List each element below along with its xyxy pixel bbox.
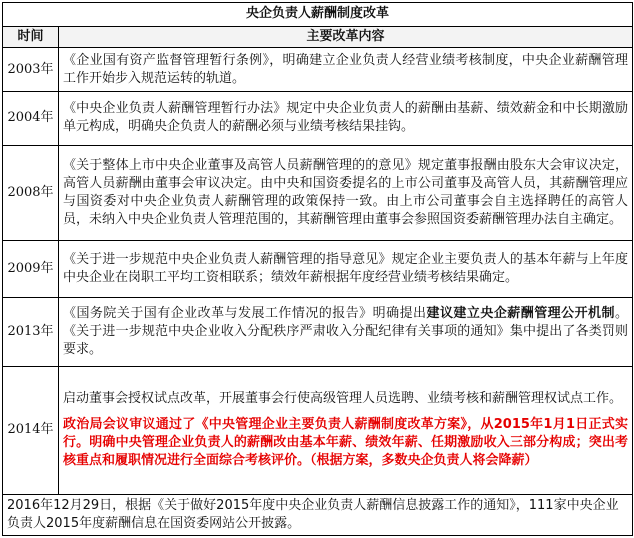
- content-text: 《国务院关于国有企业改革与发展工作情况的报告》明确提出: [63, 305, 427, 321]
- content-text: 。《关于进一步规范中央企业收入分配秩序严肃收入分配纪律有关事项的通知》集中提出了各类罚则要求。: [63, 305, 629, 357]
- footer-cell: 2016年12月29日，根据《关于做好2015年度中央企业负责人薪酬信息披露工作的通知》，111家中央企业负责人2015年度薪酬信息在国资委网站公开披露。: [3, 494, 633, 535]
- table-title-row: [3, 3, 633, 27]
- content-cell: [59, 298, 633, 366]
- content-cell: 《企业国有资产监督管理暂行条例》，明确建立企业负责人经营业绩考核制度，中央企业薪酬管理工作开始步入规范运转的轨道。: [59, 48, 633, 91]
- content-bold-text: 建议建立央企薪酬管理公开机制: [426, 305, 615, 321]
- table-row: [3, 91, 633, 145]
- year-cell: 2003年: [3, 48, 59, 91]
- table-title: 央企负责人薪酬制度改革: [3, 3, 633, 27]
- content-cell: 《关于整体上市中央企业董事及高管人员薪酬管理的的意见》规定董事报酬由股东大会审议决定，高管人员薪酬由董事会审议决定。由中央和国资委提名的上市公司董事及高管人员，其薪酬管理应与国资委对中央企业负责人薪酬管理的政策保持一致。由上市公司董事会自主选择聘任的高管人员，未纳入中央企业负责人管理范围的，其薪酬管理由董事会参照国资委薪酬管理办法自主确定。: [59, 145, 633, 240]
- header-row: [3, 26, 633, 48]
- year-cell: 2008年: [3, 145, 59, 240]
- table-row: [3, 366, 633, 494]
- year-cell: 2013年: [3, 298, 59, 366]
- header-time: 时间: [3, 26, 59, 48]
- table-row: [3, 48, 633, 91]
- table-footer-row: [3, 494, 633, 535]
- year-cell: 2004年: [3, 91, 59, 145]
- table-row: [3, 240, 633, 298]
- header-content: 主要改革内容: [59, 26, 633, 48]
- year-cell: 2009年: [3, 240, 59, 298]
- content-cell: [59, 366, 633, 494]
- content-text: 启动董事会授权试点改革，开展董事会行使高级管理人员选聘、业绩考核和薪酬管理权试点工作。: [63, 391, 623, 407]
- highlighted-red-text: 政治局会议审议通过了《中央管理企业主要负责人薪酬制度改革方案》，从2015年1月1日正式实行。明确中央管理企业负责人的薪酬改由基本年薪、绩效年薪、任期激励收入三部分构成；突出考核重点和履职情况进行全面综合考核评价。（根据方案，多数央企负责人将会降薪）: [63, 417, 629, 469]
- table-row: [3, 298, 633, 366]
- content-cell: 《中央企业负责人薪酬管理暂行办法》规定中央企业负责人的薪酬由基薪、绩效薪金和中长期激励单元构成，明确央企负责人的薪酬必须与业绩考核结果挂钩。: [59, 91, 633, 145]
- table-row: [3, 145, 633, 240]
- salary-reform-table: [2, 2, 633, 536]
- content-cell: 《关于进一步规范中央企业负责人薪酬管理的指导意见》规定企业主要负责人的基本年薪与上年度中央企业在岗职工平均工资相联系；绩效年薪根据年度经营业绩考核结果确定。: [59, 240, 633, 298]
- year-cell: 2014年: [3, 366, 59, 494]
